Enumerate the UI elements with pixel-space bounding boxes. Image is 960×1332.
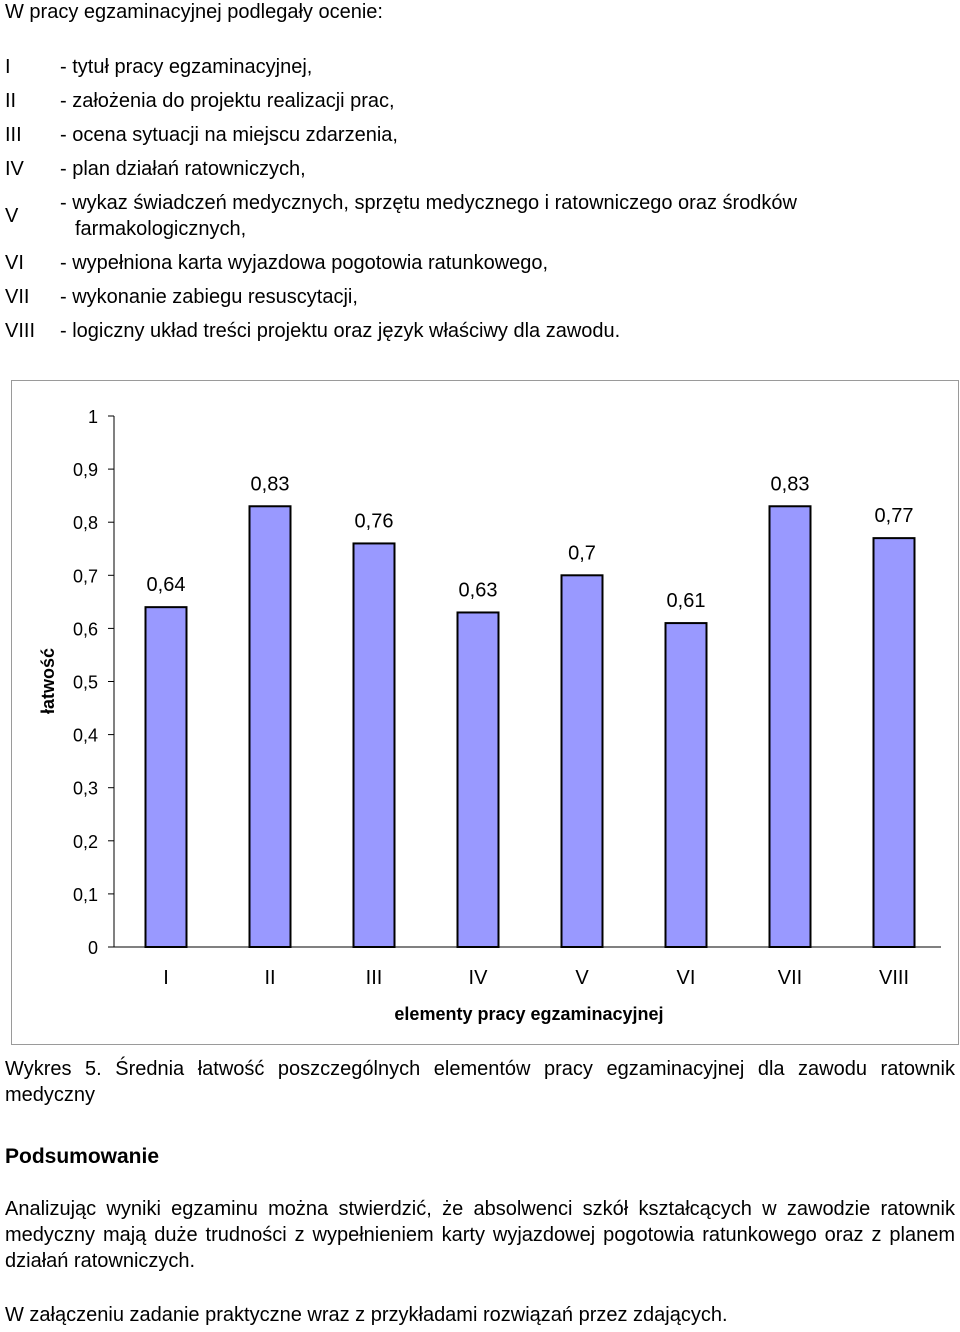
y-tick-label: 0,4 — [72, 725, 98, 746]
y-tick-label: 0,9 — [72, 460, 98, 481]
x-tick-label: IV — [468, 967, 488, 989]
criterion-text: - plan działań ratowniczych, — [60, 158, 306, 180]
criterion-text: - założenia do projektu realizacji prac, — [60, 90, 395, 112]
bar — [146, 607, 187, 947]
figure-caption: Wykres 5. Średnia łatwość poszczególnych elementów pracy egzaminacyjnej dla zawodu ratownik medyczny — [5, 1058, 955, 1106]
x-tick-label: VI — [676, 967, 696, 989]
y-tick-label: 0,1 — [72, 884, 98, 905]
criterion-text: - wykaz świadczeń medycznych, sprzętu medycznego i ratowniczego oraz środków — [60, 192, 797, 214]
bar — [874, 538, 915, 947]
y-axis-title: łatwość — [38, 647, 58, 715]
y-tick-label: 0,5 — [72, 672, 98, 693]
x-tick-label: I — [163, 967, 169, 989]
bar-value-label: 0,63 — [458, 579, 498, 602]
y-tick-label: 0,8 — [72, 513, 98, 534]
y-tick-label: 1 — [87, 407, 98, 427]
closing-paragraph: W załączeniu zadanie praktyczne wraz z przykładami rozwiązań przez zdających. — [5, 1304, 728, 1326]
criterion-text: - logiczny układ treści projektu oraz język właściwy dla zawodu. — [60, 320, 621, 342]
criterion-text-continued: farmakologicznych, — [75, 218, 247, 240]
y-tick-label: 0,2 — [72, 831, 98, 852]
criterion-number: V — [5, 205, 19, 227]
bar — [666, 623, 707, 947]
x-tick-label: V — [575, 967, 589, 989]
criterion-text: - tytuł pracy egzaminacyjnej, — [60, 56, 313, 78]
bar-value-label: 0,83 — [770, 473, 810, 496]
criterion-number: VIII — [5, 320, 36, 342]
y-tick-label: 0 — [87, 938, 98, 958]
summary-heading: Podsumowanie — [5, 1145, 160, 1168]
bar — [562, 575, 603, 947]
bar — [770, 506, 811, 947]
criterion-number: IV — [5, 158, 24, 180]
criterion-text: - wykonanie zabiegu resuscytacji, — [60, 286, 358, 308]
bar-chart — [1, 1, 960, 1332]
bar — [458, 612, 499, 947]
bar — [250, 506, 291, 947]
criterion-number: VII — [5, 286, 30, 308]
bar-value-label: 0,83 — [250, 473, 290, 496]
intro-text: W pracy egzaminacyjnej podlegały ocenie: — [5, 1, 383, 23]
x-axis-title: elementy pracy egzaminacyjnej — [394, 1004, 664, 1024]
x-tick-label: II — [264, 967, 276, 989]
y-tick-label: 0,7 — [72, 566, 98, 587]
y-tick-label: 0,3 — [72, 778, 98, 799]
x-tick-label: III — [365, 967, 383, 989]
criterion-number: III — [5, 124, 22, 146]
x-tick-label: VIII — [878, 967, 910, 989]
criterion-number: II — [5, 90, 17, 112]
x-tick-label: VII — [777, 967, 803, 989]
criterion-number: I — [5, 56, 11, 78]
bar — [354, 543, 395, 947]
bar-value-label: 0,7 — [568, 542, 596, 565]
bar-value-label: 0,77 — [874, 505, 914, 528]
criterion-text: - wypełniona karta wyjazdowa pogotowia ratunkowego, — [60, 252, 549, 274]
summary-paragraph: Analizując wyniki egzaminu można stwierdzić, że absolwenci szkół kształcących w zawodzie ratownik medyczny mają duże trudności z wypełnieniem karty wyjazdowej pogotowia ratunkowego oraz z planem działań ratowniczych. — [5, 1198, 955, 1272]
chart-frame — [11, 380, 959, 1045]
bar-value-label: 0,61 — [666, 590, 706, 613]
criterion-text: - ocena sytuacji na miejscu zdarzenia, — [60, 124, 398, 146]
criterion-number: VI — [5, 252, 24, 274]
bar-value-label: 0,76 — [354, 510, 394, 533]
bar-value-label: 0,64 — [146, 574, 186, 597]
y-tick-label: 0,6 — [72, 619, 98, 640]
